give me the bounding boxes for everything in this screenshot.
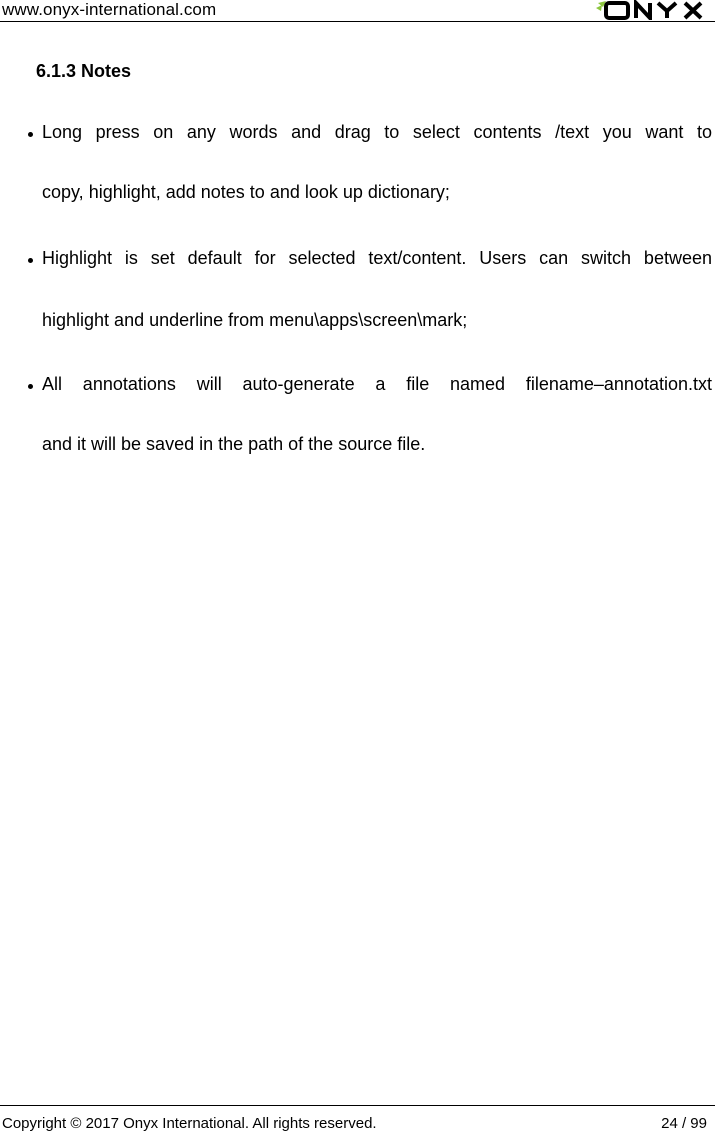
- bullet-line: highlight and underline from menu\apps\screen\mark;: [42, 310, 468, 330]
- bullet-icon: [28, 258, 33, 263]
- footer-copyright: Copyright © 2017 Onyx International. All rights reserved.: [2, 1115, 377, 1132]
- page-header: [0, 0, 715, 22]
- bullet-icon: [28, 384, 33, 389]
- bullet-line: All annotations will auto-generate a file named filename–annotation.txt: [42, 374, 712, 394]
- bullet-line: Highlight is set default for selected text/content. Users can switch between: [42, 248, 712, 268]
- bullet-icon: [28, 132, 33, 137]
- section-title: 6.1.3 Notes: [36, 61, 132, 81]
- onyx-logo: [594, 0, 714, 20]
- bullet-line: copy, highlight, add notes to and look up dictionary;: [42, 182, 450, 202]
- bullet-line: Long press on any words and drag to select contents /text you want to: [42, 122, 712, 142]
- header-divider: [0, 21, 715, 22]
- bullet-line: and it will be saved in the path of the source file.: [42, 434, 426, 454]
- footer-divider: [0, 1105, 715, 1106]
- page-number: 24 / 99: [661, 1115, 707, 1132]
- header-url: www.onyx-international.com: [2, 0, 217, 19]
